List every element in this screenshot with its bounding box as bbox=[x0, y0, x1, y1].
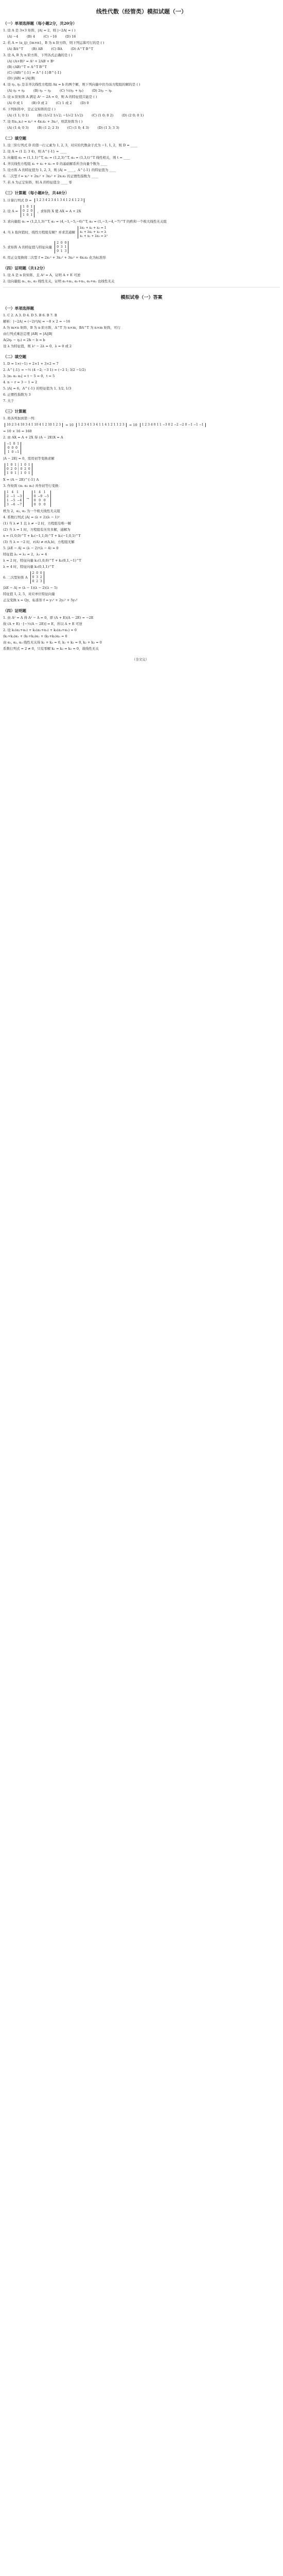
matrix-row: 1 0 1 │ 1 0 1 bbox=[7, 463, 30, 467]
question: 1. 设三阶行列式 D 的第一行元素为 1, 2, 3，对应的代数余子式为 −1, 1, 2，则 D = ____ bbox=[3, 143, 137, 147]
answer: x = (1,0,0)^T + k₁(−1,1,0)^T + k₂(−1,0,1)^T bbox=[3, 534, 81, 538]
section-heading: （一）单项选择题（每小题2分，共20分） bbox=[3, 21, 77, 26]
section-heading: （三）计算题 bbox=[3, 409, 26, 414]
matrix bbox=[21, 205, 34, 217]
equals-text: = 10 bbox=[65, 423, 74, 427]
question: 5. 设 n 阶矩阵 A 满足 A² − 2A = 0，则 A 的特征值只能是 ( ) bbox=[3, 95, 97, 99]
matrix bbox=[34, 198, 85, 202]
answer: 1. D = 1×(−1) + 2×1 + 3×2 = 7 bbox=[3, 362, 59, 366]
question-option: (C) (AB)^{-1} = A^{-1}B^{-1} bbox=[7, 71, 62, 75]
answer-derivation bbox=[3, 442, 278, 455]
matrix-row: 0 3 1 bbox=[57, 245, 67, 249]
matrix-row: 2 −1 −3 bbox=[7, 495, 22, 498]
question: 6. 下列矩阵中，是正交矩阵的是 ( ) bbox=[3, 107, 56, 111]
question-option: (B) (AB)^T = A^T B^T bbox=[7, 65, 47, 69]
question-options: (A) (1 4; 0 3) (B) (1 2; 2 3) (C) (1 0; 4 3) (D) (1 3; 3 3) bbox=[7, 126, 119, 130]
matrix-row: 0 2 0 bbox=[23, 209, 33, 213]
question bbox=[3, 205, 278, 218]
section-heading: （四）证明题 bbox=[3, 608, 26, 613]
matrix-row: 3 4 1 2 bbox=[60, 198, 71, 202]
question: 6. 二次型 f = x₁² + 2x₂² + 3x₃² + 2x₁x₂ 的正惯性指数为 ____ bbox=[3, 174, 98, 178]
matrix-row: 0 2 3 bbox=[32, 580, 42, 583]
matrix bbox=[5, 490, 24, 507]
answer: |A − 2E| = 0，需用初等变换求解 bbox=[3, 456, 55, 461]
matrix-row: 1 4 1 2 bbox=[101, 423, 113, 427]
question: 3. 求向量组 α₁ = (1,2,1,3)^T, α₂ = (4,−1,−5,−6)^T, α₃ = (1,−3,−4,−7)^T 的秩和一个极大线性无关组 bbox=[3, 219, 167, 224]
answer-text: 6. 二次型矩阵 A bbox=[3, 575, 28, 580]
matrix bbox=[32, 490, 51, 507]
question-text: 2. 设 A = bbox=[3, 209, 19, 213]
matrix-row: 2 0 0 bbox=[57, 241, 67, 245]
matrix-row: 1 3 4 1 bbox=[90, 423, 101, 427]
answer-derivation bbox=[3, 571, 278, 584]
answer: 2. 由 AX = A + 2X 得 (A − 2E)X = A bbox=[3, 435, 63, 439]
question-options: (A) η₁ + η₂ (B) η₁ − η₂ (C) ½(η₁ + η₂) (D) 2η₁ − η₂ bbox=[7, 89, 112, 93]
answer: 3. 作矩阵 (α₁ α₂ α₃) 并作初等行变换： bbox=[3, 484, 62, 488]
matrix-row: 4 1 2 3 bbox=[72, 198, 83, 202]
matrix-row: 0 −9 −5 bbox=[33, 495, 49, 498]
matrix-row: −1 0 1 bbox=[7, 442, 20, 446]
answer: (3) 当 λ = −2 时，r(A) ≠ r(A,b)，方程组无解 bbox=[3, 540, 75, 544]
matrix bbox=[5, 442, 21, 454]
question: 2. 若 A = (a_ij)_{m×n}，B 为 n 阶方阵，则下列运算可行的是 ( ) bbox=[3, 41, 104, 45]
answer: λ = 2 时，特征向量 k₁(1,0,0)^T + k₂(0,1,−1)^T bbox=[3, 558, 81, 563]
answer: 秩为 2，α₁, α₂ 为一个极大线性无关组 bbox=[3, 509, 60, 513]
matrix-row: 1 2 3 4 bbox=[78, 423, 89, 427]
question-text: ，求矩阵 X 使 AX = A + 2X bbox=[37, 209, 81, 213]
section-heading: （四）证明题（共12分） bbox=[3, 266, 47, 270]
answer-note: 由行列式乘法定理 |AB| = |A||B| bbox=[3, 332, 52, 336]
end-marker: （全文完） bbox=[132, 657, 149, 662]
answer: 故 (A + E) · [−½(A − 2E)] = E，所以 A + E 可逆 bbox=[3, 622, 82, 626]
answer: 4. 系数行列式 |A| = (λ + 2)(λ − 1)² bbox=[3, 515, 60, 519]
answer-derivation bbox=[3, 422, 278, 428]
answer: 正交变换 x = Qy，标准形 f = y₁² + 2y₂² + 5y₃² bbox=[3, 598, 78, 602]
question-options: (A) BA^T (B) AB (C) BA (D) A^T B^T bbox=[7, 47, 94, 51]
question: 4. 齐次线性方程组 x₁ + x₂ + x₃ = 0 的基础解系所含向量个数为 ____ bbox=[3, 162, 108, 166]
matrix-row: 1 0 1 │ 1 0 1 bbox=[7, 471, 30, 475]
answer-note: 设 λ 为特征值，则 λ² − 2λ = 0，λ = 0 或 2 bbox=[3, 344, 72, 348]
arrow-icon: → bbox=[26, 497, 29, 501]
question: 7. 设 f(x₁,x₂) = x₁² + 4x₁x₂ + 3x₂²，则其矩阵为 ( ) bbox=[3, 120, 83, 124]
question-option: (A) (A+B)² = A² + 2AB + B² bbox=[7, 59, 55, 63]
answer: λ = 4 时，特征向量 k₃(0,1,1)^T bbox=[3, 565, 54, 569]
matrix-row: 1 0 1 bbox=[23, 205, 33, 209]
answer: 由 α₁, α₂, α₃ 线性无关得 k₁ + k₃ = 0, k₁ + k₂ = 0, k₂ + k₃ = 0 bbox=[3, 640, 102, 645]
matrix bbox=[5, 463, 32, 476]
matrix-row: 0 0 0 bbox=[7, 446, 17, 450]
matrix bbox=[76, 423, 127, 427]
section-heading: （三）计算题（每小题8分，共48分） bbox=[3, 191, 69, 195]
answer-note: 解析：|−2A| = (−2)³|A| = −8 × 2 = −16 bbox=[3, 319, 70, 324]
answer: 2. A^{-1} = −½ (4 −2; −3 1) = (−2 1; 3/2 −1/2) bbox=[3, 368, 86, 372]
question bbox=[3, 226, 278, 239]
equation: x₁ + x₂ + λx₃ = λ² bbox=[80, 234, 108, 238]
question-text: 1. 计算行列式 D = bbox=[3, 198, 32, 202]
matrix-row: 10 3 4 1 bbox=[20, 423, 33, 427]
section-heading: （二）填空题 bbox=[3, 136, 26, 141]
answer: |λE − A| = (λ − 1)(λ − 2)(λ − 5) bbox=[3, 586, 58, 590]
question: 3. 向量组 α₁ = (1,1,1)^T, α₂ = (1,2,3)^T, α₃ = (1,3,t)^T 线性相关，则 t = ____ bbox=[3, 156, 130, 160]
question-options: (A) 0 或 1 (B) 0 或 2 (C) 1 或 2 (D) 0 bbox=[7, 101, 89, 105]
matrix-row: 0 1 1 −3 bbox=[153, 423, 167, 427]
answer: 特征值 1, 2, 5，对应单位特征向量 bbox=[3, 592, 55, 596]
question-option: (D) |AB| = |A||B| bbox=[7, 76, 36, 80]
matrix-row: 1 −5 −4 bbox=[7, 499, 22, 502]
matrix bbox=[55, 241, 68, 253]
answer-title: 模拟试卷（一）答案 bbox=[120, 295, 163, 300]
answer: 1. C 2. A 3. D 4. D 5. B 6. B 7. B bbox=[3, 313, 57, 317]
matrix-row: 0 0 0 bbox=[33, 503, 46, 506]
equation-system bbox=[78, 226, 108, 239]
answer-derivation bbox=[3, 490, 278, 507]
question: 5. 设方阵 A 的特征值为 1, 2, 3，则 |A| = ____，A^{-1} 的特征值为 ____ bbox=[3, 168, 116, 172]
question: 1. 设 A 是 n 阶矩阵，且 A² = A，证明 A + E 可逆 bbox=[3, 273, 81, 277]
answer: = 10 × 16 = 160 bbox=[3, 429, 32, 433]
matrix-row: 10 1 2 3 bbox=[48, 423, 61, 427]
answer: 5. |λE − A| = (λ − 2)²(λ − 4) = 0 bbox=[3, 546, 59, 550]
matrix-row: 2 3 4 1 bbox=[48, 198, 59, 202]
answer: 4. n − r = 3 − 1 = 2 bbox=[3, 380, 38, 384]
question: 7. 若 A 为正定矩阵，则 A 的特征值全 ____ 零 bbox=[3, 180, 73, 184]
section-heading: （一）单项选择题 bbox=[3, 306, 34, 311]
matrix-row: 0 2 0 │ 0 2 0 bbox=[7, 467, 30, 471]
matrix-row: 1 1 2 3 bbox=[113, 423, 125, 427]
equation: x₁ + λx₂ + x₃ = λ bbox=[80, 230, 107, 234]
section-heading: （二）填空题 bbox=[3, 354, 26, 359]
matrix-row: 2 0 0 bbox=[32, 571, 42, 575]
answer: 特征值 λ₁ = λ₂ = 2，λ₃ = 4 bbox=[3, 552, 47, 556]
question: 2. 设 A = (1 2; 3 4)，则 A^{-1} = ____ bbox=[3, 149, 67, 154]
matrix-row: 1 0 1 bbox=[23, 213, 33, 217]
matrix-row: 0 0 0 bbox=[33, 499, 46, 502]
answer: 5. |A| = 6，A^{-1} 的特征值为 1, 1/2, 1/3 bbox=[3, 386, 72, 391]
page-title: 线性代数（经管类）模拟试题（一） bbox=[96, 8, 187, 15]
equation: λx₁ + x₂ + x₃ = 1 bbox=[80, 226, 107, 230]
question-text: 4. 当 λ 取何值时，线性方程组有解？并求其通解 bbox=[3, 230, 76, 234]
question: 1. 设 A 是 3×3 矩阵，|A| = 2，则 |−2A| = ( ) bbox=[3, 28, 76, 32]
equals-text: = 10 bbox=[129, 423, 137, 427]
question: 4. 设 η₁, η₂ 是非齐次线性方程组 Ax = b 的两个解，则下列向量中仍为该方程组的解的是 ( ) bbox=[3, 82, 140, 87]
answer: 1. 由 A² = A 得 A² − A = 0，即 (A + E)(A − 2E) = −2E bbox=[3, 616, 94, 620]
question-options: (A) −4 (B) 4 (C) −16 (D) 16 bbox=[7, 35, 76, 39]
matrix bbox=[5, 423, 63, 427]
question bbox=[3, 198, 278, 203]
answer: (2) 当 λ = 1 时，方程组有无穷多解，通解为 bbox=[3, 528, 70, 532]
matrix-row: 0 1 3 bbox=[57, 249, 67, 253]
matrix-row: 0 −1 −1 −1 bbox=[185, 423, 204, 427]
matrix-row: 3 −6 −7 bbox=[7, 503, 22, 506]
matrix-row: 0 2 −2 −2 bbox=[168, 423, 184, 427]
answer: 3. |α₁ α₂ α₃| = t − 5 = 0，t = 5 bbox=[3, 374, 55, 378]
answer: (1) 当 λ ≠ 1 且 λ ≠ −2 时，方程组有唯一解 bbox=[3, 521, 72, 526]
question-text: 5. 求矩阵 A 的特征值与特征向量 bbox=[3, 245, 52, 249]
matrix-row: 1 2 3 4 bbox=[36, 198, 47, 202]
matrix-row: 1 2 3 4 bbox=[142, 423, 153, 427]
matrix-row: 1 4 1 bbox=[33, 490, 46, 494]
question-options: (A) (1 1; 0 1) (B) (1/√2 1/√2; −1/√2 1/√2) (C) (1 0; 0 2) (D) (2 0; 0 1) bbox=[7, 113, 144, 117]
matrix-row: 1 0 −1 bbox=[7, 450, 20, 454]
answer-note: A(2η₁ − η₂) = 2b − b = b bbox=[3, 338, 45, 342]
answer: 7. 大于 bbox=[3, 399, 14, 403]
question: 2. 设向量组 α₁, α₂, α₃ 线性无关，证明 α₁+α₂, α₂+α₃, α₃+α₁ 也线性无关 bbox=[3, 279, 115, 283]
matrix-row: 0 3 2 bbox=[32, 575, 42, 579]
answer: 系数行列式 = 2 ≠ 0，只有零解 k₁ = k₂ = k₃ = 0，故线性无关 bbox=[3, 647, 99, 651]
question: 6. 用正交变换将二次型 f = 2x₁² + 3x₂² + 3x₃² + 4x₂x₃ 化为标准形 bbox=[3, 256, 106, 260]
matrix-row: 10 2 3 4 bbox=[7, 423, 20, 427]
question: 3. 设 A, B 为 n 阶方阵，下列各式正确的是 ( ) bbox=[3, 53, 73, 57]
answer: 2. 设 k₁(α₁+α₂) + k₂(α₂+α₃) + k₃(α₃+α₁) = 0 bbox=[3, 628, 77, 632]
answer: X = (A − 2E)^{-1} A bbox=[3, 478, 39, 482]
answer: (k₁+k₃)α₁ + (k₁+k₂)α₂ + (k₂+k₃)α₃ = 0 bbox=[3, 634, 67, 638]
matrix-row: 1 4 1 bbox=[7, 490, 19, 494]
answer-note: A 为 m×n 矩阵，B 为 n 阶方阵，A^T 为 n×m，BA^T 为 n×m 矩阵，可行 bbox=[3, 326, 121, 330]
question bbox=[3, 241, 278, 254]
matrix bbox=[30, 571, 44, 584]
answer: 6. 正惯性指数为 3 bbox=[3, 393, 31, 397]
answer-derivation bbox=[3, 463, 278, 476]
matrix-row: 10 4 1 2 bbox=[34, 423, 47, 427]
matrix bbox=[140, 423, 206, 427]
answer: 1. 将各列加到第一列： bbox=[3, 416, 38, 420]
